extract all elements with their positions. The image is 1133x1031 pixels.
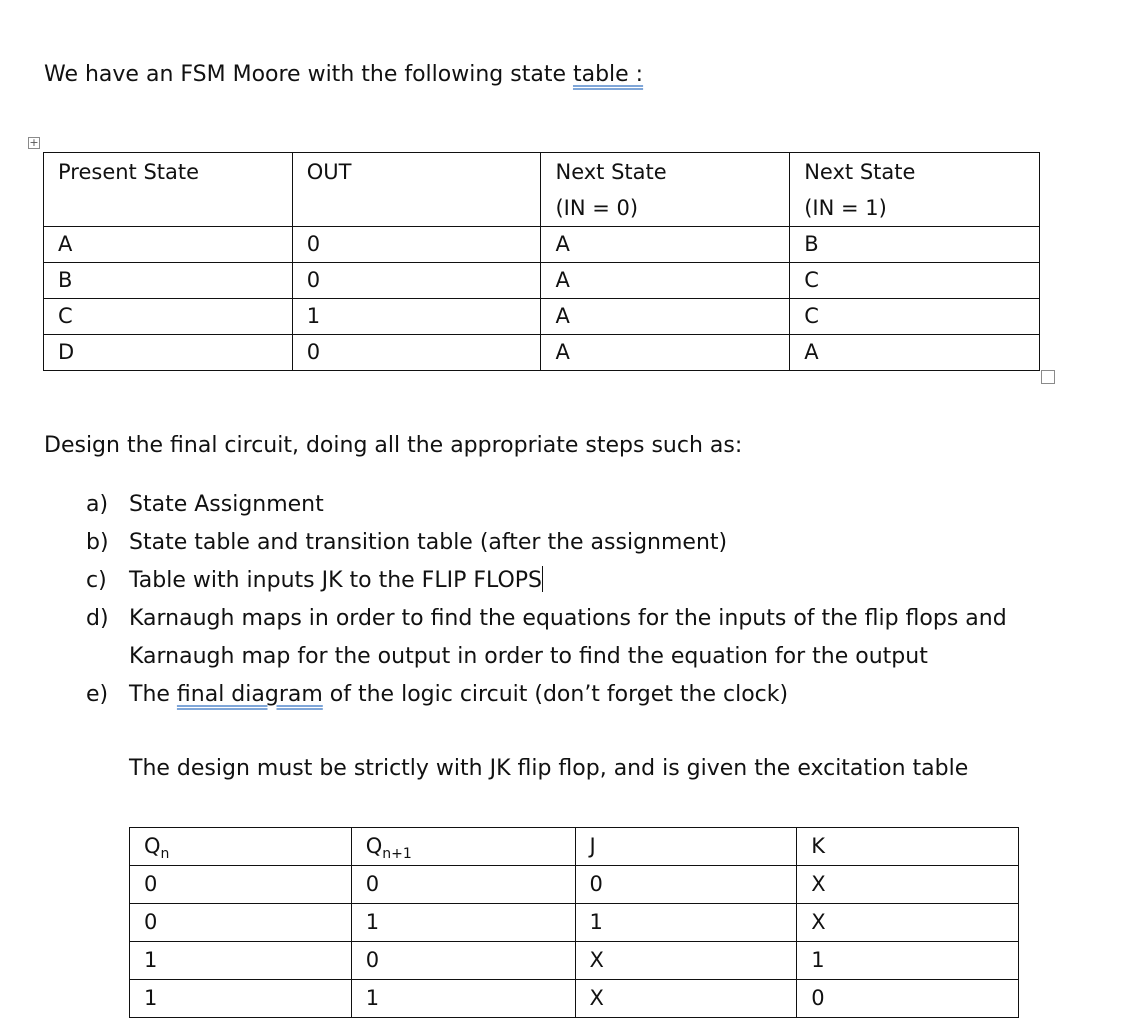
table-move-handle-icon[interactable]: +	[29, 136, 39, 149]
excitation-table	[129, 827, 1019, 1018]
cell-k: 1	[797, 942, 1019, 980]
list-item	[86, 562, 1046, 600]
header-next-state-in1-line2: (IN = 1)	[804, 196, 887, 220]
header-next-state-in1-line1: Next State	[804, 160, 916, 184]
excitation-header-row	[130, 828, 1019, 866]
cell-k: X	[797, 866, 1019, 904]
header-qn	[130, 828, 352, 866]
header-next-state-in0	[541, 153, 790, 227]
intro-underlined-word: table :	[572, 62, 644, 87]
design-heading: Design the final circuit, doing all the appropriate steps such as:	[44, 433, 743, 458]
header-qn1-main: Q	[365, 834, 383, 858]
excitation-intro-text: The design must be strictly with JK flip flop, and is given the excitation table	[129, 756, 969, 781]
list-item	[86, 676, 1046, 714]
table-row	[44, 227, 1040, 263]
cell-out: 1	[292, 299, 541, 335]
step-letter: d)	[86, 606, 109, 631]
cell-qn: 1	[130, 980, 352, 1018]
header-qn-main: Q	[144, 834, 161, 858]
header-next-state-in1	[790, 153, 1040, 227]
cell-k: X	[797, 904, 1019, 942]
cell-qn: 0	[130, 866, 352, 904]
step-text-wrap	[129, 562, 1046, 600]
table-row	[130, 942, 1019, 980]
step-letter: e)	[86, 682, 109, 707]
cell-qn1: 0	[351, 942, 575, 980]
cell-next0: A	[541, 227, 790, 263]
cell-out: 0	[292, 335, 541, 371]
header-present-state: Present State	[44, 153, 293, 227]
cell-present: D	[44, 335, 293, 371]
header-next-state-in0-line2: (IN = 0)	[555, 196, 639, 220]
state-table	[43, 152, 1040, 371]
cell-qn1: 1	[351, 904, 575, 942]
cell-present: C	[44, 299, 293, 335]
cell-out: 0	[292, 227, 541, 263]
step-text-prefix: The	[129, 682, 177, 707]
intro-prefix: We have an FSM Moore with the following state	[44, 62, 573, 87]
step-text-underlined: final diagram	[176, 682, 323, 707]
cell-j: 0	[575, 866, 797, 904]
cell-qn: 1	[130, 942, 352, 980]
cell-j: X	[575, 980, 797, 1018]
cell-next1: B	[790, 227, 1040, 263]
cell-j: X	[575, 942, 797, 980]
cell-next1: C	[790, 299, 1040, 335]
step-text-suffix: of the logic circuit (don’t forget the clock)	[322, 682, 789, 707]
step-text: Karnaugh maps in order to find the equations for the inputs of the flip flops and Karnaugh map for the output in order to find the equation for the output	[129, 606, 1007, 669]
header-out: OUT	[292, 153, 541, 227]
cell-present: A	[44, 227, 293, 263]
step-letter: c)	[86, 568, 107, 593]
step-letter: a)	[86, 492, 109, 517]
cell-k: 0	[797, 980, 1019, 1018]
cell-present: B	[44, 263, 293, 299]
list-item	[86, 600, 1046, 676]
text-cursor-icon	[542, 566, 543, 592]
header-next-state-in0-line1: Next State	[555, 160, 667, 184]
cell-next1: C	[790, 263, 1040, 299]
intro-text	[44, 58, 643, 92]
header-qn-sub: n	[160, 846, 170, 863]
cell-next0: A	[541, 335, 790, 371]
cell-qn: 0	[130, 904, 352, 942]
header-qn1	[351, 828, 575, 866]
list-item	[86, 524, 1046, 562]
cell-qn1: 1	[351, 980, 575, 1018]
cell-j: 1	[575, 904, 797, 942]
step-text: State table and transition table (after the assignment)	[129, 530, 728, 555]
step-text: Table with inputs JK to the FLIP FLOPS	[129, 568, 543, 593]
header-j: J	[575, 828, 797, 866]
cell-next1: A	[790, 335, 1040, 371]
cell-next0: A	[541, 299, 790, 335]
cell-out: 0	[292, 263, 541, 299]
step-text: State Assignment	[129, 492, 324, 517]
table-row	[130, 866, 1019, 904]
header-k: K	[797, 828, 1019, 866]
step-letter: b)	[86, 530, 109, 555]
list-item	[86, 486, 1046, 524]
table-row	[130, 904, 1019, 942]
cell-next0: A	[541, 263, 790, 299]
table-row	[130, 980, 1019, 1018]
state-table-header-row	[44, 153, 1040, 227]
header-qn1-sub: n+1	[382, 846, 412, 863]
table-row	[44, 263, 1040, 299]
steps-list	[86, 486, 1046, 714]
table-resize-handle-icon[interactable]	[1041, 370, 1055, 384]
table-row	[44, 335, 1040, 371]
step-text-wrap	[129, 676, 1046, 714]
cell-qn1: 0	[351, 866, 575, 904]
table-row	[44, 299, 1040, 335]
